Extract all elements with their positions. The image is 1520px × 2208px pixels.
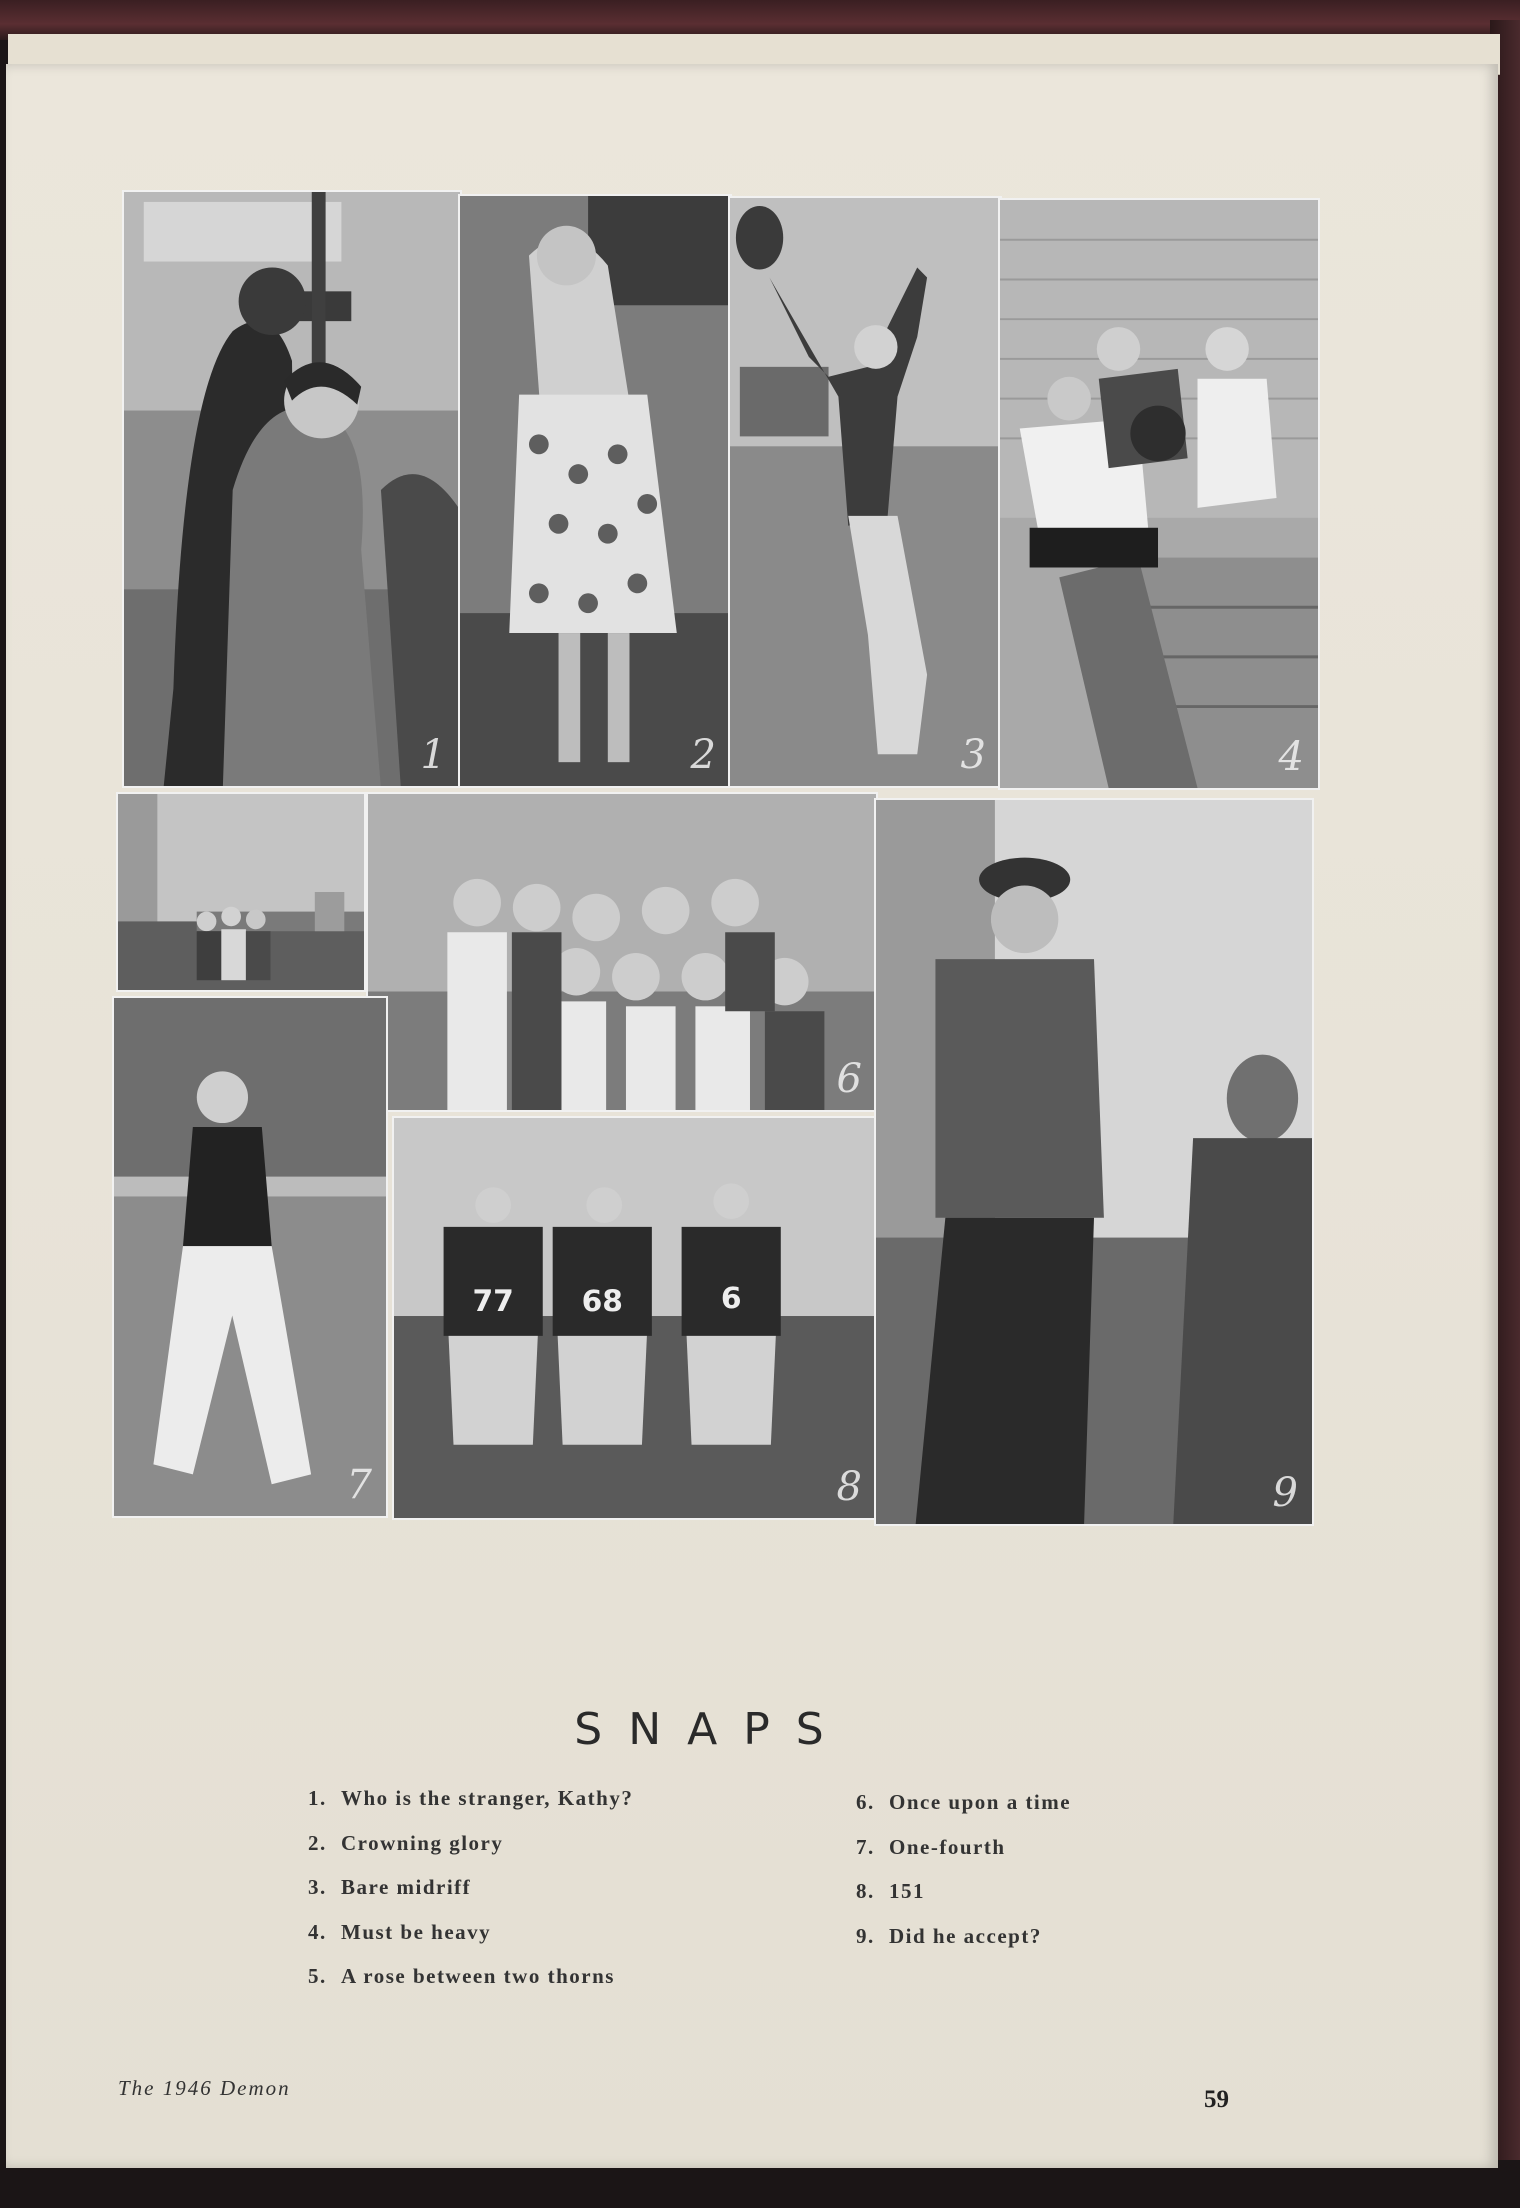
photo-number: 1 (420, 732, 446, 778)
yearbook-page (6, 64, 1498, 2168)
photo-6 (366, 792, 878, 1112)
caption-item: 6. Once upon a time (856, 1790, 1072, 1814)
photo-7 (112, 996, 388, 1518)
caption-item: 1. Who is the stranger, Kathy? (308, 1786, 634, 1810)
jersey-number: 68 (581, 1284, 623, 1320)
caption-item: 8. 151 (856, 1879, 925, 1903)
caption-list-left (308, 1786, 633, 2009)
caption-item: 9. Did he accept? (856, 1923, 1042, 1948)
photo-8 (392, 1116, 878, 1520)
photo-4 (998, 198, 1320, 790)
caption-item: 5. A rose between two thorns (308, 1964, 615, 1988)
jersey-number: 77 (472, 1284, 514, 1320)
photo-9 (874, 798, 1314, 1526)
photo-number: 9 (1272, 1470, 1298, 1516)
photo-number: 2 (690, 732, 716, 778)
caption-item: 3. Bare midriff (308, 1875, 472, 1899)
page-title: SNAPS (574, 1704, 850, 1755)
jersey-number: 6 (720, 1281, 742, 1317)
photo-number: 3 (960, 732, 986, 778)
photo-1 (122, 190, 462, 788)
photo-number: 7 (346, 1462, 372, 1508)
photo-3 (728, 196, 1002, 788)
photo-number: 4 (1278, 734, 1304, 780)
photo-5 (116, 792, 366, 992)
photo-number: 6 (836, 1056, 862, 1102)
photo-number: 8 (836, 1464, 862, 1510)
caption-item: 2. Crowning glory (308, 1830, 504, 1855)
caption-list-right (856, 1790, 1071, 1968)
yearbook-name: The 1946 Demon (118, 2076, 291, 2100)
caption-item: 4. Must be heavy (308, 1919, 492, 1944)
caption-item: 7. One-fourth (856, 1834, 1006, 1859)
photo-2 (458, 194, 732, 788)
page-number: 59 (1204, 2086, 1229, 2113)
